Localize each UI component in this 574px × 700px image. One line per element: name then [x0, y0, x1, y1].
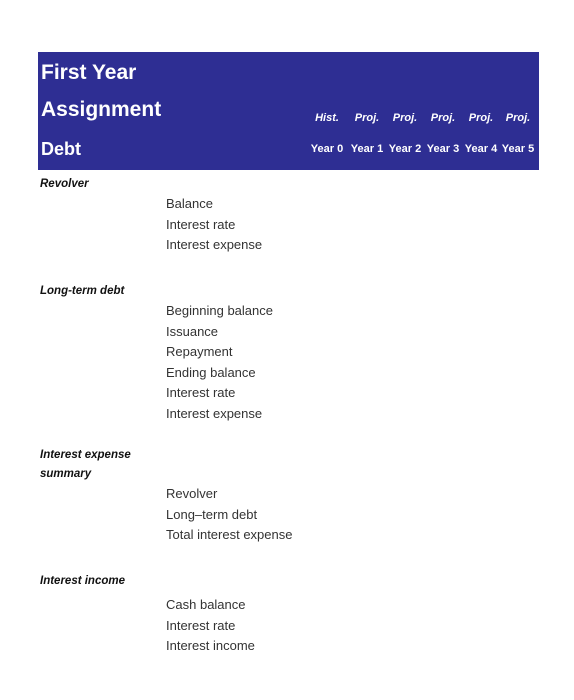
row-ltd-ending-balance: Ending balance	[166, 365, 256, 380]
column-year2: Year 2	[388, 143, 422, 155]
column-type-year1: Proj.	[354, 112, 380, 124]
column-year3: Year 3	[426, 143, 460, 155]
column-type-year4: Proj.	[468, 112, 494, 124]
title-line-1: First Year	[41, 61, 137, 84]
column-year1: Year 1	[350, 143, 384, 155]
row-summary-revolver: Revolver	[166, 486, 218, 501]
column-year5: Year 5	[501, 143, 535, 155]
row-ltd-beginning-balance: Beginning balance	[166, 303, 273, 318]
section-interest-expense-summary-line1: Interest expense	[40, 449, 131, 461]
row-ltd-interest-expense: Interest expense	[166, 406, 263, 421]
section-interest-income: Interest income	[40, 575, 125, 587]
row-ltd-repayment: Repayment	[166, 344, 233, 359]
row-income-cash-balance: Cash balance	[166, 597, 246, 612]
row-summary-total-interest-expense: Total interest expense	[166, 527, 293, 542]
column-type-year3: Proj.	[430, 112, 456, 124]
row-revolver-interest-rate: Interest rate	[166, 217, 236, 232]
column-year-row	[38, 143, 539, 159]
row-revolver-interest-expense: Interest expense	[166, 237, 263, 252]
section-revolver: Revolver	[40, 178, 89, 190]
column-type-year0: Hist.	[315, 112, 339, 124]
column-year0: Year 0	[310, 143, 344, 155]
row-revolver-balance: Balance	[166, 196, 213, 211]
column-type-year5: Proj.	[505, 112, 531, 124]
row-ltd-issuance: Issuance	[166, 324, 219, 339]
row-income-interest-income: Interest income	[166, 638, 255, 653]
header-banner	[38, 52, 539, 170]
column-type-row	[38, 112, 539, 128]
section-interest-expense-summary-line2: summary	[40, 468, 92, 480]
row-income-interest-rate: Interest rate	[166, 618, 236, 633]
column-year4: Year 4	[464, 143, 498, 155]
title-line-2: Assignment	[41, 98, 162, 121]
row-ltd-interest-rate: Interest rate	[166, 385, 236, 400]
section-title-debt: Debt	[41, 139, 81, 159]
column-type-year2: Proj.	[392, 112, 418, 124]
row-summary-long-term-debt: Long–term debt	[166, 507, 258, 522]
section-long-term-debt: Long-term debt	[40, 285, 125, 297]
